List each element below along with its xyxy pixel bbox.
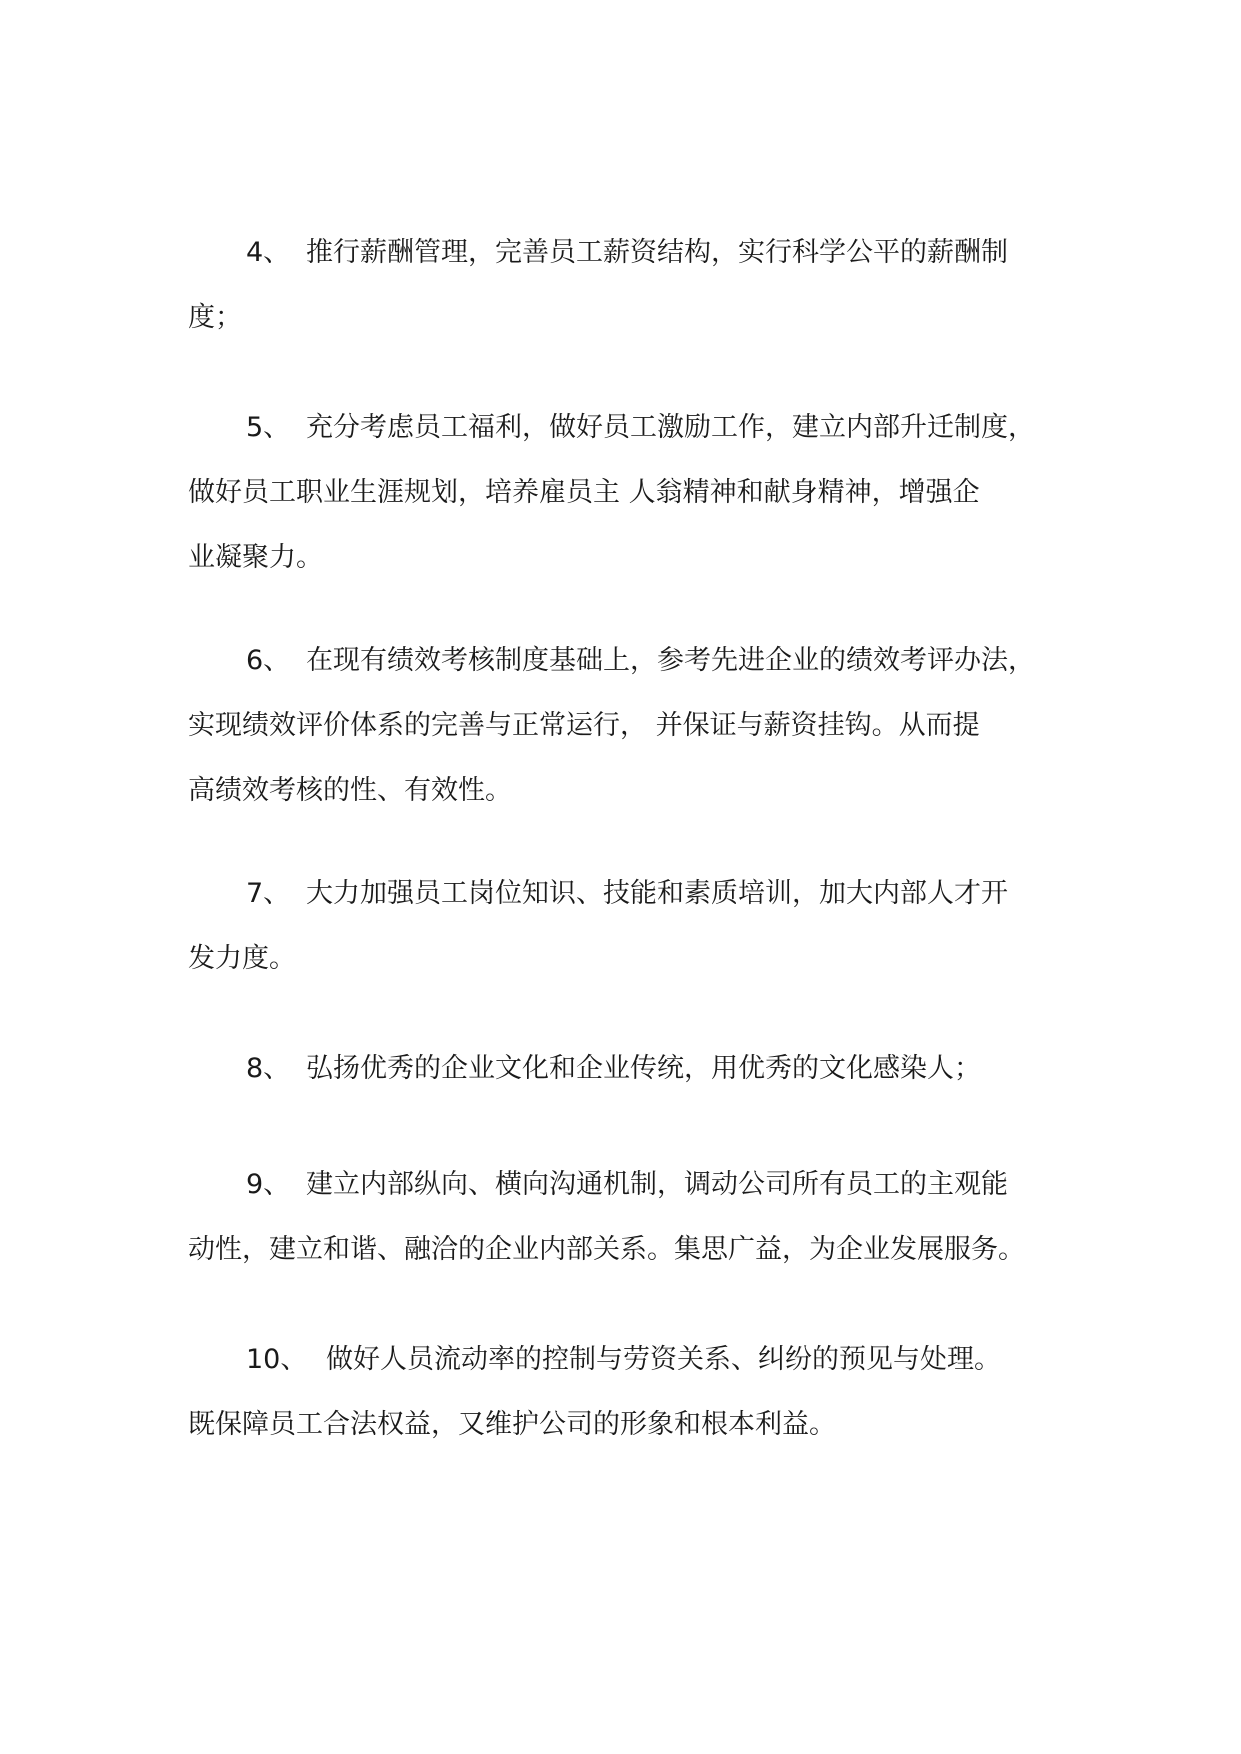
item-text-continued: 实现绩效评价体系的完善与正常运行， 并保证与薪资挂钩。从而提 xyxy=(188,710,980,741)
item-number: 5、 xyxy=(246,412,291,443)
item-number: 4、 xyxy=(246,237,291,268)
item-text-continued: 度； xyxy=(188,302,242,333)
list-item-first-line xyxy=(188,395,1088,460)
item-text: 充分考虑员工福利，做好员工激励工作，建立内部升迁制度， xyxy=(306,412,1035,443)
item-number: 6、 xyxy=(246,645,291,676)
list-item-8 xyxy=(188,1036,1088,1101)
list-item-7 xyxy=(188,861,1088,991)
item-text-continued: 做好员工职业生涯规划，培养雇员主 人翁精神和献身精神，增强企 xyxy=(188,477,980,508)
list-item-6 xyxy=(188,628,1088,823)
item-text: 做好人员流动率的控制与劳资关系、纠纷的预见与处理。 xyxy=(326,1344,1001,1375)
item-text-continued: 业凝聚力。 xyxy=(188,542,323,573)
item-text: 在现有绩效考核制度基础上，参考先进企业的绩效考评办法， xyxy=(306,645,1035,676)
list-item-9 xyxy=(188,1152,1088,1282)
item-text: 建立内部纵向、横向沟通机制，调动公司所有员工的主观能 xyxy=(306,1169,1008,1200)
item-text-continued: 高绩效考核的性、有效性。 xyxy=(188,775,512,806)
list-item-first-line xyxy=(188,1152,1088,1217)
list-item-first-line xyxy=(188,628,1088,693)
list-item-5 xyxy=(188,395,1088,590)
list-item-first-line xyxy=(188,1036,1088,1101)
list-item-first-line xyxy=(188,1327,1088,1392)
item-number: 10、 xyxy=(246,1344,308,1375)
item-text: 弘扬优秀的企业文化和企业传统，用优秀的文化感染人； xyxy=(306,1053,981,1084)
item-number: 8、 xyxy=(246,1053,291,1084)
list-item-first-line xyxy=(188,220,1088,285)
item-number: 9、 xyxy=(246,1169,291,1200)
item-text-continued: 动性，建立和谐、融洽的企业内部关系。集思广益，为企业发展服务。 xyxy=(188,1234,1025,1265)
item-text: 大力加强员工岗位知识、技能和素质培训，加大内部人才开 xyxy=(306,878,1008,909)
item-text-continued: 既保障员工合法权益，又维护公司的形象和根本利益。 xyxy=(188,1409,836,1440)
item-text-continued: 发力度。 xyxy=(188,943,296,974)
item-text: 推行薪酬管理，完善员工薪资结构，实行科学公平的薪酬制 xyxy=(306,237,1008,268)
item-number: 7、 xyxy=(246,878,291,909)
list-item-10 xyxy=(188,1327,1088,1457)
list-item-first-line xyxy=(188,861,1088,926)
list-item-4 xyxy=(188,220,1088,350)
